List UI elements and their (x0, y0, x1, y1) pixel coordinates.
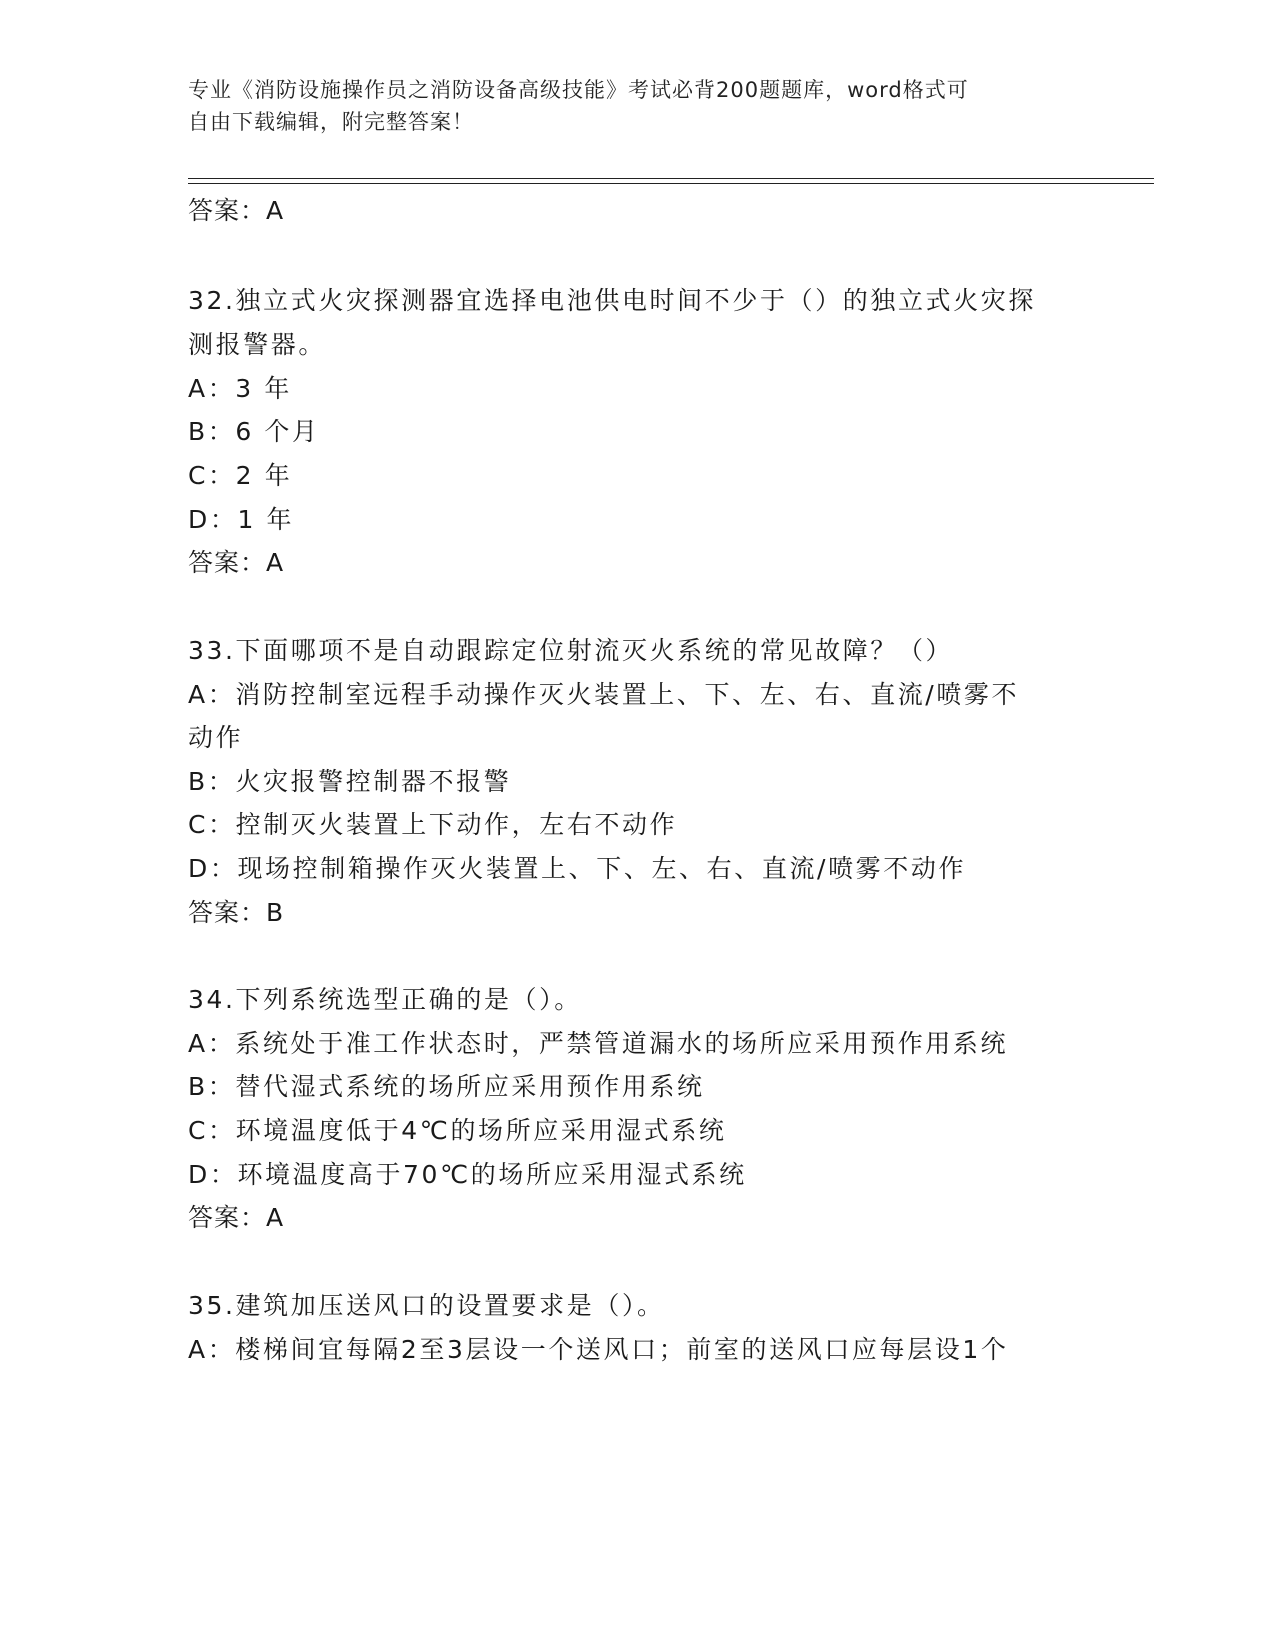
answer-line: 答案：B (188, 898, 285, 927)
option-d: D：环境温度高于70℃的场所应采用湿式系统 (188, 1160, 747, 1189)
header-divider-bottom (188, 183, 1154, 184)
header-line-2: 自由下载编辑，附完整答案！ (188, 110, 474, 134)
option-a: A：楼梯间宜每隔2至3层设一个送风口；前室的送风口应每层设1个 (188, 1335, 1009, 1364)
question-stem: 32.独立式火灾探测器宜选择电池供电时间不少于（）的独立式火灾探 (188, 286, 1036, 315)
header-line-1: 专业《消防设施操作员之消防设备高级技能》考试必背200题题库，word格式可 (188, 78, 969, 102)
option-d: D：1 年 (188, 505, 295, 534)
document-header (188, 74, 1088, 138)
option-b: B：6 个月 (188, 417, 320, 446)
option-a-continuation: 动作 (188, 723, 244, 752)
answer-line: 答案：A (188, 548, 285, 577)
question-stem: 33.下面哪项不是自动跟踪定位射流灭火系统的常见故障？（） (188, 636, 954, 665)
option-c: C：控制灭火装置上下动作，左右不动作 (188, 810, 678, 839)
option-d: D：现场控制箱操作灭火装置上、下、左、右、直流/喷雾不动作 (188, 854, 967, 883)
answer-line: 答案：A (188, 1203, 285, 1232)
option-a: A：系统处于准工作状态时，严禁管道漏水的场所应采用预作用系统 (188, 1029, 1009, 1058)
option-b: B：替代湿式系统的场所应采用预作用系统 (188, 1072, 705, 1101)
option-a: A：3 年 (188, 374, 292, 403)
answer-line: 答案：A (188, 196, 285, 225)
question-stem: 35.建筑加压送风口的设置要求是（）。 (188, 1291, 665, 1320)
option-b: B：火灾报警控制器不报警 (188, 767, 512, 796)
question-stem-continuation: 测报警器。 (188, 330, 327, 359)
option-a: A：消防控制室远程手动操作灭火装置上、下、左、右、直流/喷雾不 (188, 680, 1020, 709)
question-stem: 34.下列系统选型正确的是（）。 (188, 985, 582, 1014)
option-c: C：2 年 (188, 461, 293, 490)
header-divider-top (188, 178, 1154, 179)
option-c: C：环境温度低于4℃的场所应采用湿式系统 (188, 1116, 727, 1145)
